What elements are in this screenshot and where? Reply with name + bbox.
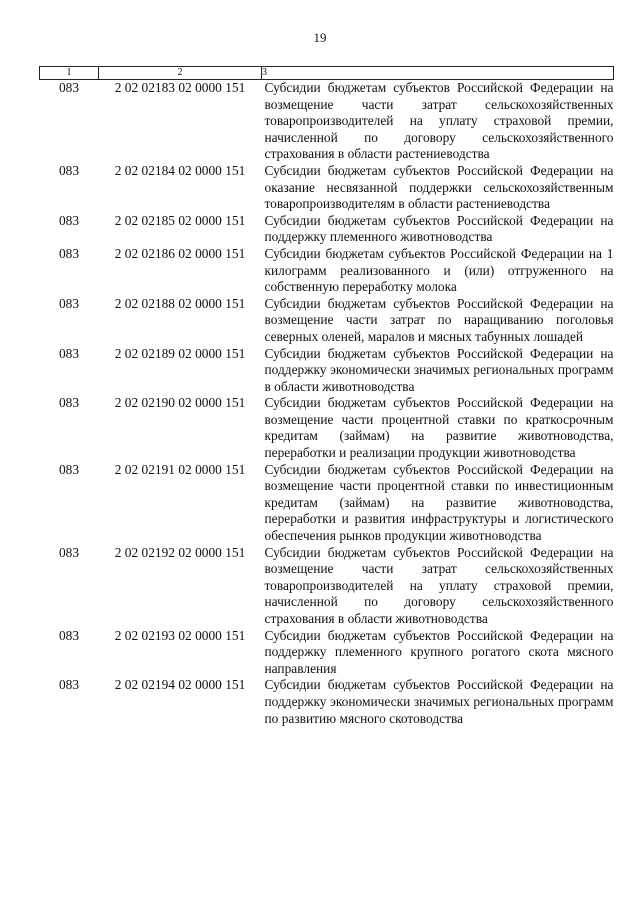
income-name-text: Субсидии бюджетам субъектов Российской Федерации на возмещение части процентной ставки по инвестиционным кредитам (займам) на развитие животноводства, переработки и развития инфраструктуры и логистического обеспечения рынков продукции животноводства <box>264 461 614 544</box>
income-name-cell <box>262 545 614 628</box>
column-header-2: 2 <box>99 67 262 80</box>
income-name-text: Субсидии бюджетам субъектов Российской Федерации на возмещение части затрат сельскохозяйственных товаропроизводителей на уплату страховой премии, начисленной по договору сельскохозяйственного страхования в области животноводства <box>264 544 614 626</box>
budget-code-cell: 2 02 02193 02 0000 151 <box>114 627 246 643</box>
income-name-text: Субсидии бюджетам субъектов Российской Федерации на поддержку экономически значимых региональных программ в области животноводства <box>264 345 614 394</box>
income-name-text: Субсидии бюджетам субъектов Российской Федерации на оказание несвязанной поддержки сельскохозяйственным товаропроизводителям в области растениеводства <box>264 162 614 212</box>
budget-code-cell: 2 02 02183 02 0000 151 <box>114 80 246 95</box>
table-row <box>40 462 614 545</box>
table-row <box>40 213 614 246</box>
admin-code-cell: 083 <box>58 677 80 693</box>
budget-code-cell: 2 02 02192 02 0000 151 <box>114 544 246 560</box>
income-name-text: Субсидии бюджетам субъектов Российской Федерации на 1 килограмм реализованного и (или) отгруженного на собственную переработку молока <box>264 245 614 295</box>
income-name-cell <box>262 80 614 163</box>
admin-code-cell: 083 <box>58 345 80 361</box>
income-name-text: Субсидии бюджетам субъектов Российской Федерации на возмещение части затрат сельскохозяйственных товаропроизводителей на уплату страховой премии, начисленной по договору сельскохозяйственного страхования в области растениеводства <box>264 80 614 162</box>
income-name-cell <box>262 628 614 678</box>
income-name-text: Субсидии бюджетам субъектов Российской Федерации на поддержку племенного крупного рогатого скота мясного направления <box>264 627 614 676</box>
income-name-cell <box>262 395 614 461</box>
table-header-row <box>40 67 614 80</box>
table-row <box>40 395 614 461</box>
budget-code-cell: 2 02 02189 02 0000 151 <box>114 345 246 361</box>
table-row <box>40 346 614 396</box>
table-row <box>40 677 614 727</box>
income-name-text: Субсидии бюджетам субъектов Российской Федерации на возмещение части процентной ставки по краткосрочным кредитам (займам) на развитие животноводства, переработки и реализации продукции животноводства <box>264 395 614 461</box>
budget-code-cell: 2 02 02188 02 0000 151 <box>114 295 246 311</box>
budget-code-cell: 2 02 02194 02 0000 151 <box>114 677 246 693</box>
income-name-cell <box>262 677 614 727</box>
admin-code-cell: 083 <box>58 245 80 261</box>
income-name-text: Субсидии бюджетам субъектов Российской Федерации на возмещение части затрат по наращиванию поголовья северных оленей, маралов и мясных табунных лошадей <box>264 295 614 344</box>
table-body <box>40 80 614 728</box>
table-row <box>40 296 614 346</box>
admin-code-cell: 083 <box>58 295 80 311</box>
budget-code-cell: 2 02 02191 02 0000 151 <box>114 461 246 477</box>
income-name-text: Субсидии бюджетам субъектов Российской Федерации на поддержку племенного животноводства <box>264 212 614 245</box>
table-row <box>40 163 614 213</box>
admin-code-cell: 083 <box>58 395 80 411</box>
admin-code-cell: 083 <box>58 461 80 477</box>
admin-code-cell: 083 <box>58 162 80 178</box>
admin-code-cell: 083 <box>58 544 80 560</box>
admin-code-cell: 083 <box>58 212 80 228</box>
table-row <box>40 545 614 628</box>
column-header-1: 1 <box>40 67 99 80</box>
income-name-cell <box>262 462 614 545</box>
table-row <box>40 246 614 296</box>
table-row <box>40 628 614 678</box>
budget-code-cell: 2 02 02185 02 0000 151 <box>114 212 246 228</box>
income-name-cell <box>262 163 614 213</box>
income-name-cell <box>262 213 614 246</box>
income-name-cell <box>262 246 614 296</box>
column-header-3: 3 <box>262 67 614 80</box>
budget-code-cell: 2 02 02186 02 0000 151 <box>114 245 246 261</box>
budget-code-cell: 2 02 02184 02 0000 151 <box>114 162 246 178</box>
income-name-text: Субсидии бюджетам субъектов Российской Федерации на поддержку экономически значимых региональных программ по развитию мясного скотоводства <box>264 677 614 726</box>
income-name-cell <box>262 346 614 396</box>
admin-code-cell: 083 <box>58 627 80 643</box>
table-row <box>40 80 614 163</box>
budget-code-cell: 2 02 02190 02 0000 151 <box>114 395 246 411</box>
page-number: 19 <box>313 30 327 45</box>
admin-code-cell: 083 <box>58 80 80 95</box>
budget-classification-table <box>39 66 614 727</box>
income-name-cell <box>262 296 614 346</box>
